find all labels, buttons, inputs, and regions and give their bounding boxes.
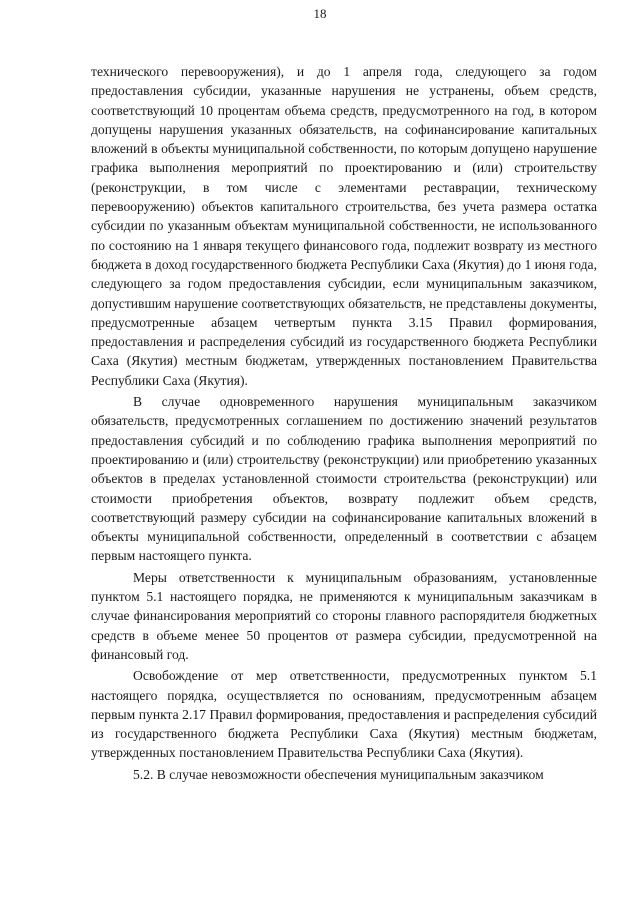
paragraph-2: В случае одновременного нарушения муниципальным заказчиком обязательств, предусмотренных соглашением по достижению значений результатов предоставления субсидий и по соблюдению графика выполнения мероприятий по проектированию и (или) строительству (реконструкции) или приобретению указанных объектов в пределах установленной стоимости строительства (реконструкции) или стоимости приобретения объектов, возврату подлежит объем средств, соответствующий размеру субсидии на софинансирование капитальных вложений в объекты муниципальной собственности, определенный в соответствии с абзацем первым настоящего пункта. bbox=[91, 394, 597, 564]
page-number: 18 bbox=[313, 6, 327, 21]
paragraph-3: Меры ответственности к муниципальным образованиям, установленные пунктом 5.1 настоящего порядка, не применяются к муниципальным заказчикам в случае финансирования мероприятий со стороны главного распорядителя бюджетных средств в объеме менее 50 процентов от размера субсидии, предусмотренной на финансовый год. bbox=[91, 569, 597, 662]
paragraph-1: технического перевооружения), и до 1 апреля года, следующего за годом предоставления субсидии, указанные нарушения не устранены, объем средств, соответствующий 10 процентам объема средств, предусмотренного на год, в котором допущены нарушения указанных обязательств, на софинансирование капитальных вложений в объекты муниципальной собственности, по которым допущено нарушение графика выполнения мероприятий по проектированию и (или) строительству (реконструкции, в том числе с элементами реставрации, техническому перевооружению) объектов капитального строительства, без учета размера остатка субсидии по указанным объектам муниципальной собственности, не использованного по состоянию на 1 января текущего финансового года, подлежит возврату из местного бюджета в доход государственного бюджета Республики Саха (Якутия) до 1 июня года, следующего за годом предоставления субсидии, если муниципальным заказчиком, допустившим нарушение соответствующих обязательств, не представлены документы, предусмотренные абзацем четвертым пункта 3.15 Правил формирования, предоставления и распределения субсидий из государственного бюджета Республики Саха (Якутия) местным бюджетам, утвержденных постановлением Правительства Республики Саха (Якутия). bbox=[91, 64, 597, 388]
paragraph-4: Освобождение от мер ответственности, предусмотренных пунктом 5.1 настоящего порядка, осуществляется по основаниям, предусмотренным абзацем первым пункта 2.17 Правил формирования, предоставления и распределения субсидий из государственного бюджета Республики Саха (Якутия) местным бюджетам, утвержденных постановлением Правительства Республики Саха (Якутия). bbox=[91, 668, 597, 761]
paragraph-5: 5.2. В случае невозможности обеспечения муниципальным заказчиком bbox=[133, 766, 544, 782]
document-body bbox=[91, 62, 597, 786]
